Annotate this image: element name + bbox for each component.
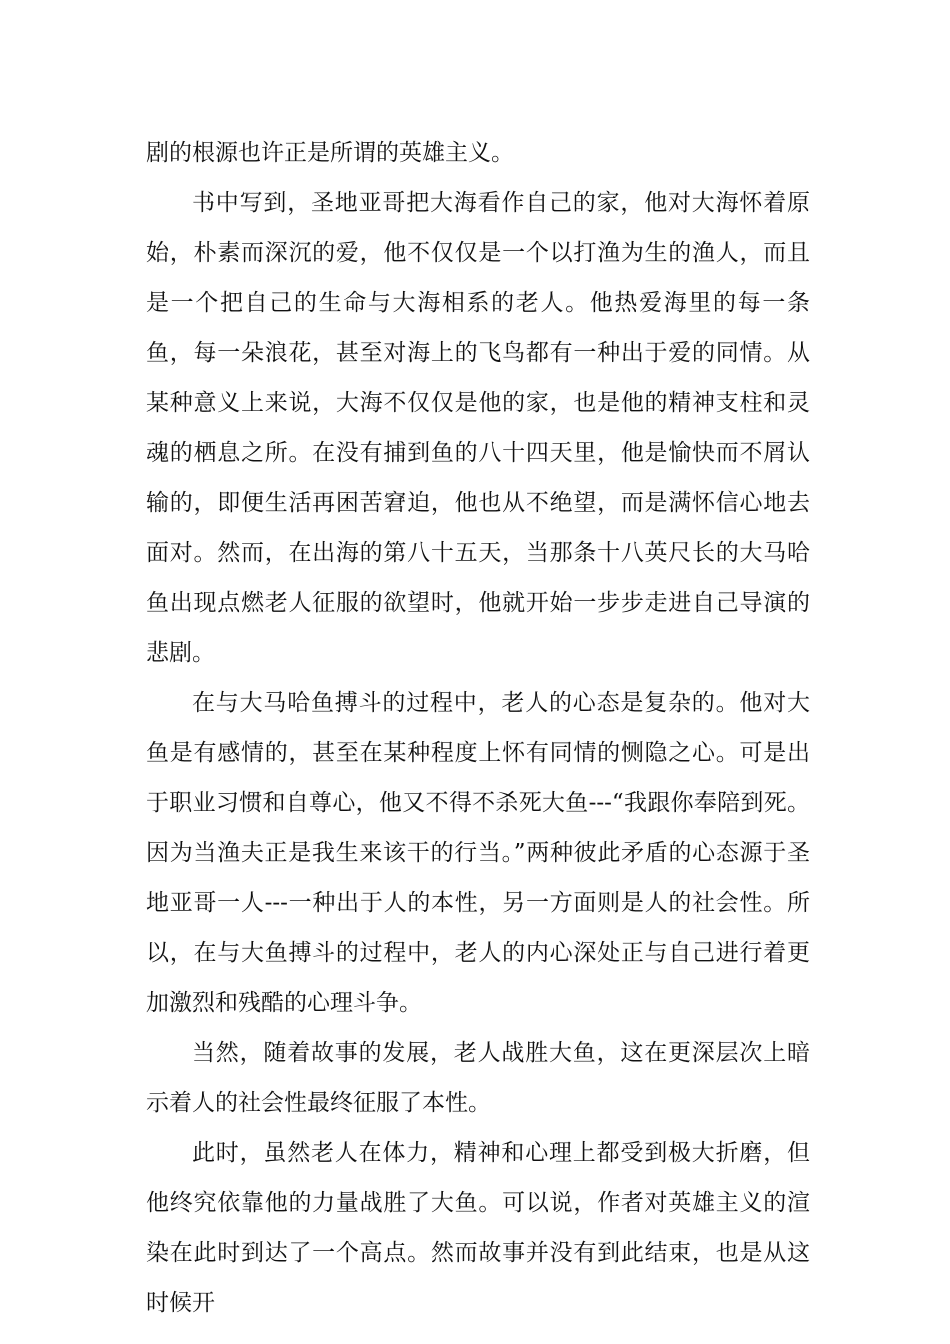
paragraph-victory: 当然，随着故事的发展，老人战胜大鱼，这在更深层次上暗示着人的社会性最终征服了本性。 bbox=[146, 1040, 810, 1116]
body-text bbox=[146, 128, 810, 1328]
paragraph-continued: 剧的根源也许正是所谓的英雄主义。 bbox=[146, 140, 514, 166]
paragraph-struggle: 在与大马哈鱼搏斗的过程中，老人的心态是复杂的。他对大鱼是有感情的，甚至在某种程度上怀有同情的恻隐之心。可是出于职业习惯和自尊心，他又不得不杀死大鱼---“我跟你奉陪到死。因为当渔夫正是我生来该干的行当。”两种彼此矛盾的心态源于圣地亚哥一人---一种出于人的本性，另一方面则是人的社会性。所以，在与大鱼搏斗的过程中，老人的内心深处正与自己进行着更加激烈和残酷的心理斗争。 bbox=[146, 690, 810, 1016]
paragraph-home-sea: 书中写到，圣地亚哥把大海看作自己的家，他对大海怀着原始，朴素而深沉的爱，他不仅仅是一个以打渔为生的渔人，而且是一个把自己的生命与大海相系的老人。他热爱海里的每一条鱼，每一朵浪花，甚至对海上的飞鸟都有一种出于爱的同情。从某种意义上来说，大海不仅仅是他的家，也是他的精神支柱和灵魂的栖息之所。在没有捕到鱼的八十四天里，他是愉快而不屑认输的，即便生活再困苦窘迫，他也从不绝望，而是满怀信心地去面对。然而，在出海的第八十五天，当那条十八英尺长的大马哈鱼出现点燃老人征服的欲望时，他就开始一步步走进自己导演的悲剧。 bbox=[146, 190, 810, 666]
paragraph-climax: 此时，虽然老人在体力，精神和心理上都受到极大折磨，但他终究依靠他的力量战胜了大鱼。可以说，作者对英雄主义的渲染在此时到达了一个高点。然而故事并没有到此结束，也是从这时候开 bbox=[146, 1140, 810, 1316]
